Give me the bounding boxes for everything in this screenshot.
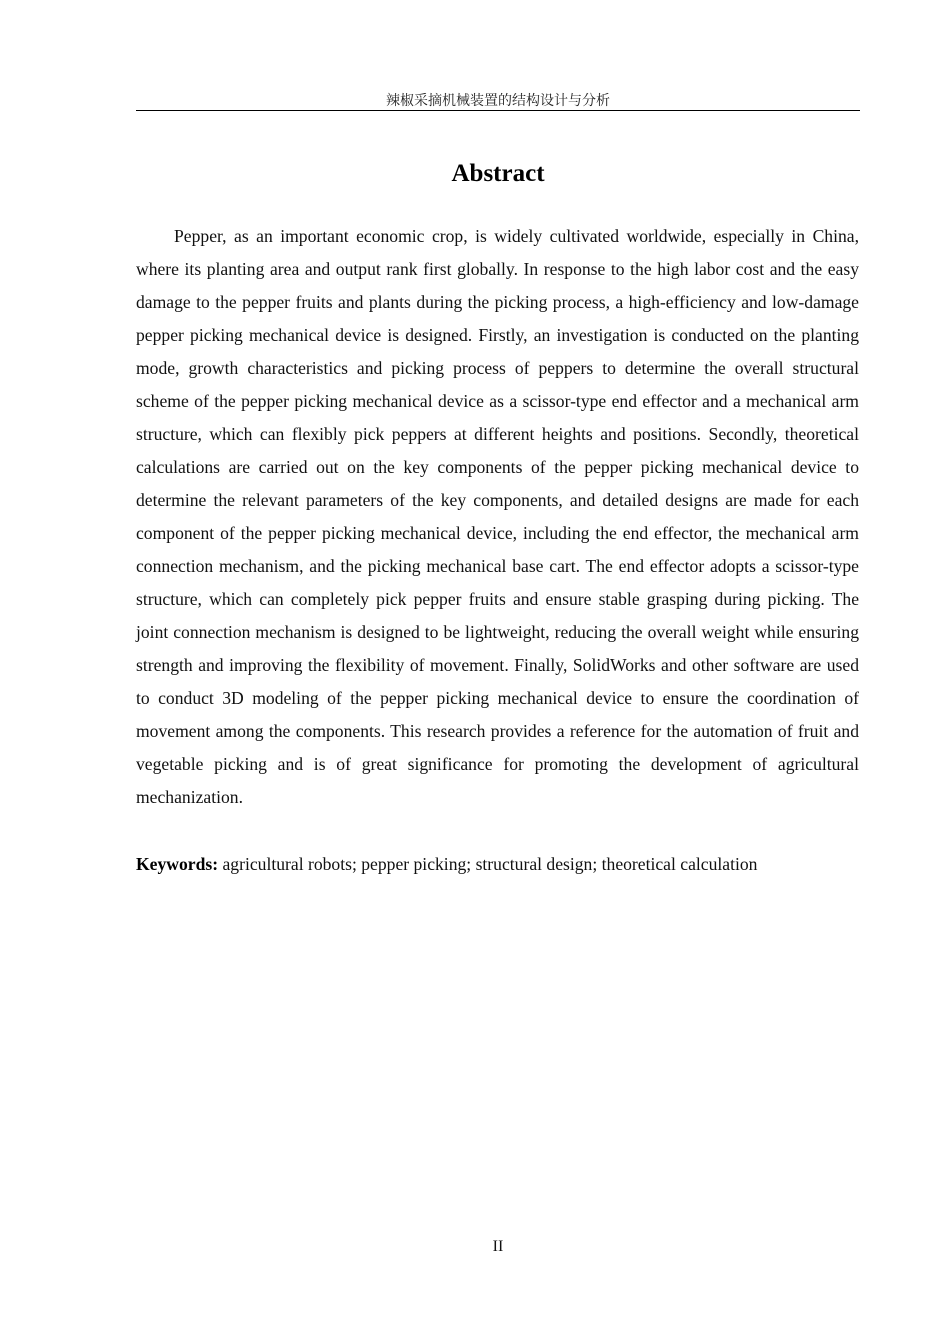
abstract-title: Abstract xyxy=(451,160,545,187)
keywords-label: Keywords: xyxy=(136,854,219,874)
abstract-body: Pepper, as an important economic crop, is widely cultivated worldwide, especially in China, where its planting area and output rank first globally. In response to the high labor cost and the easy damage to the pepper fruits and plants during the picking process, a high-efficiency and low-damage pepper picking mechanical device is designed. Firstly, an investigation is conducted on the planting mode, growth characteristics and picking process of peppers to determine the overall structural scheme of the pepper picking mechanical device as a scissor-type end effector and a mechanical arm structure, which can flexibly pick peppers at different heights and positions. Secondly, theoretical calculations are carried out on the key components of the pepper picking mechanical device to determine the relevant parameters of the key components, and detailed designs are made for each component of the pepper picking mechanical device, including the end effector, the mechanical arm connection mechanism, and the picking mechanical base cart. The end effector adopts a scissor-type structure, which can completely pick pepper fruits and ensure stable grasping during picking. The joint connection mechanism is designed to be lightweight, reducing the overall weight while ensuring strength and improving the flexibility of movement. Finally, SolidWorks and other software are used to conduct 3D modeling of the pepper picking mechanical device to ensure the coordination of movement among the components. This research provides a reference for the automation of fruit and vegetable picking and is of great significance for promoting the development of agricultural mechanization. xyxy=(136,226,859,807)
running-header: 辣椒采摘机械装置的结构设计与分析 xyxy=(386,93,610,109)
keywords-text: agricultural robots; pepper picking; structural design; theoretical calculation xyxy=(218,854,758,874)
header-divider xyxy=(136,110,860,111)
keywords-line xyxy=(136,848,859,881)
page-number: II xyxy=(492,1238,504,1255)
